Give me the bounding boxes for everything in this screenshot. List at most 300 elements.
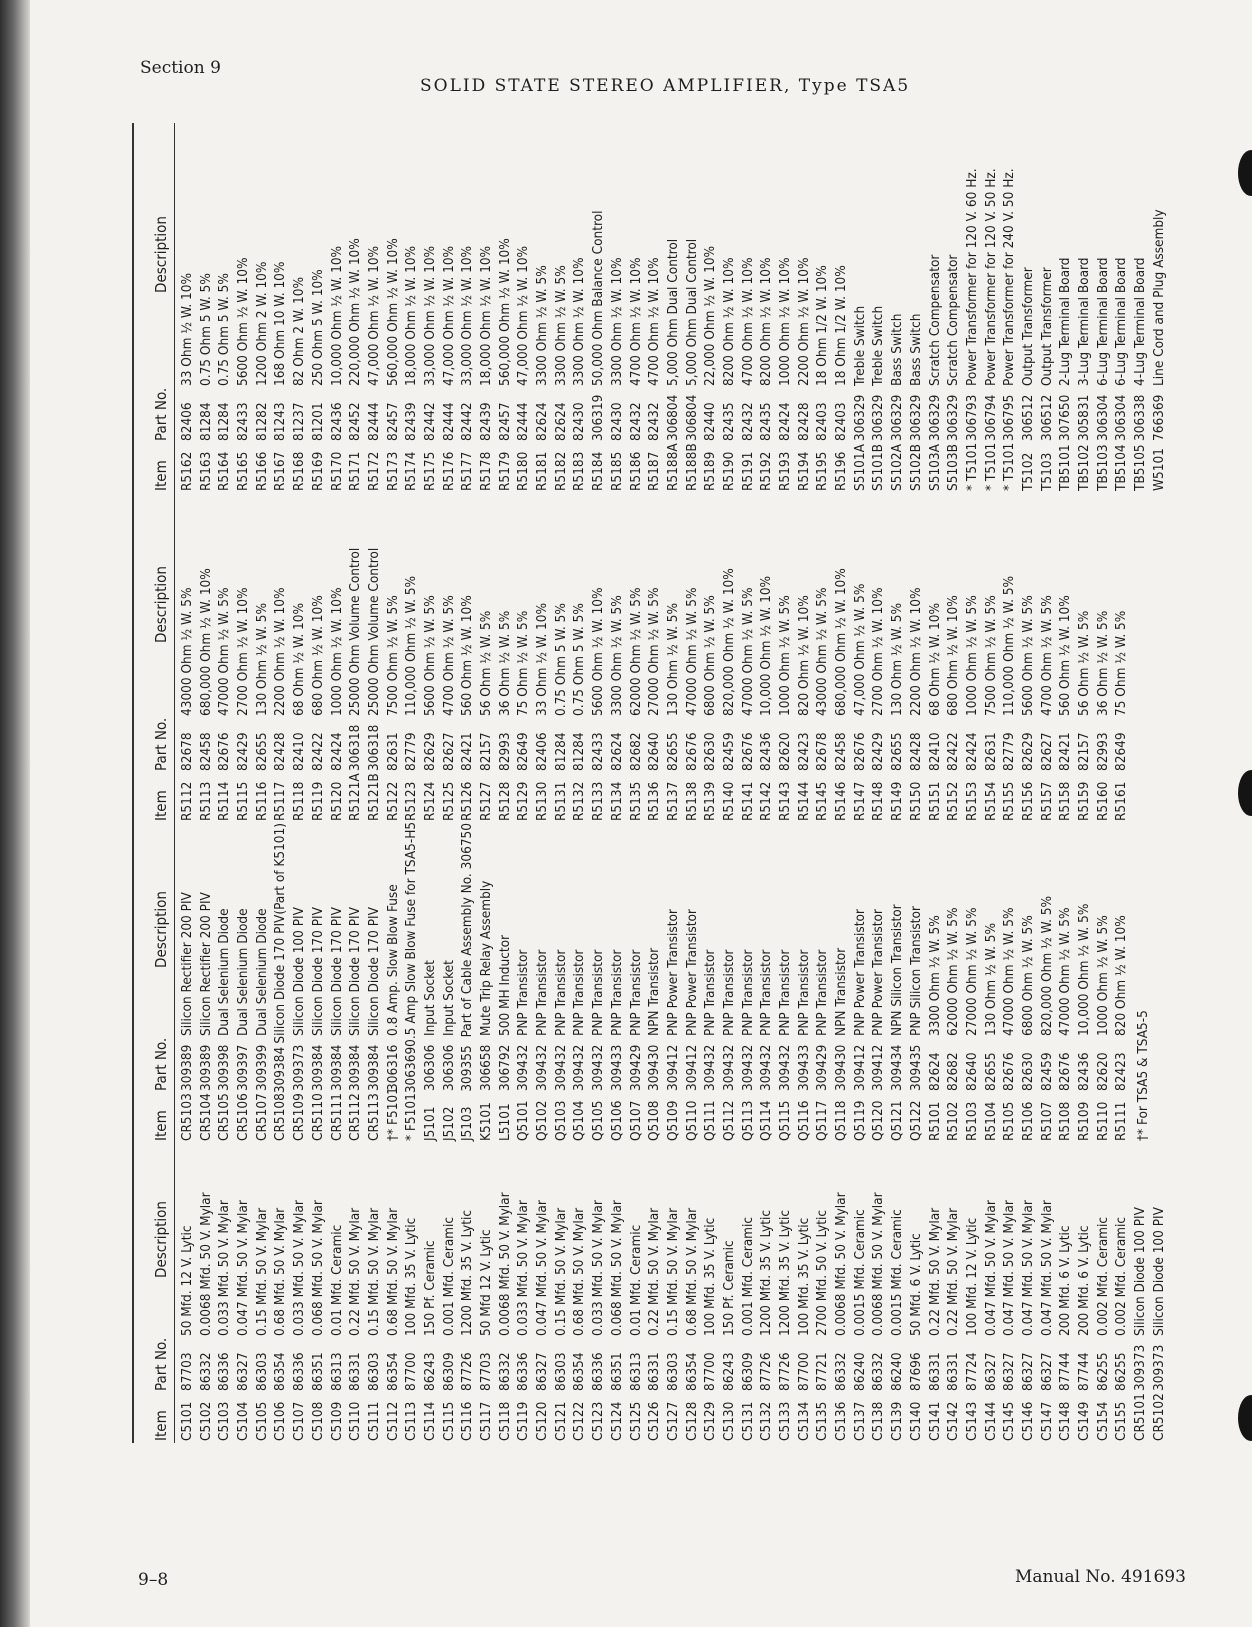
item-cell: R5158 bbox=[1057, 781, 1074, 821]
part-no-cell: 309373 bbox=[1132, 1344, 1149, 1391]
description-cell: 5600 Ohm ½ W. 5% bbox=[1019, 595, 1036, 716]
description-cell: Mute Trip Relay Assembly bbox=[478, 880, 494, 1036]
description-cell: 5600 Ohm ½ W. 5% bbox=[421, 595, 438, 716]
description-cell: 3-Lug Terminal Board bbox=[1076, 257, 1092, 386]
item-cell: R5173 bbox=[384, 451, 401, 491]
table-row bbox=[851, 1143, 870, 1443]
table-row bbox=[813, 823, 832, 1143]
item-cell: C5114 bbox=[421, 1401, 438, 1441]
description-cell: Dual Selenium Diode bbox=[216, 908, 233, 1036]
description-cell: 3300 Ohm ½ W. 5% bbox=[608, 595, 625, 716]
item-cell: R5153 bbox=[963, 781, 980, 821]
description-cell: 10,000 Ohm ½ W. 10% bbox=[328, 245, 345, 386]
table-row bbox=[477, 823, 496, 1143]
part-no-cell: 82157 bbox=[1076, 732, 1092, 771]
punch-hole bbox=[1238, 1395, 1252, 1441]
description-cell: 5600 Ohm ½ W. 10% bbox=[590, 587, 607, 716]
item-cell: Q5108 bbox=[646, 1100, 663, 1141]
item-cell: R5184 bbox=[590, 451, 607, 491]
part-no-header: Part No. bbox=[152, 1037, 170, 1091]
description-cell: PNP Transistor bbox=[739, 949, 756, 1036]
item-cell: Q5106 bbox=[608, 1100, 625, 1141]
part-no-cell: 82423 bbox=[1113, 1052, 1130, 1091]
part-no-cell: 87726 bbox=[758, 1352, 775, 1391]
description-cell: 0.0068 Mfd. 50 V. Mylar bbox=[870, 1192, 887, 1336]
part-no-cell: 82627 bbox=[1038, 732, 1055, 771]
item-cell: CR5106 bbox=[235, 1093, 252, 1141]
document-title: SOLID STATE STEREO AMPLIFIER, Type TSA5 bbox=[420, 76, 911, 96]
table-row bbox=[440, 1143, 459, 1443]
item-cell: K5101 bbox=[478, 1102, 494, 1141]
table-row bbox=[608, 823, 627, 1143]
table-row bbox=[477, 493, 496, 823]
description-cell: PNP Power Transistor bbox=[870, 909, 887, 1036]
description-cell: Silicon Diode 100 PIV bbox=[1132, 1207, 1149, 1336]
description-cell: 0.68 Mfd. 50 V. Mylar bbox=[571, 1207, 588, 1336]
table-row bbox=[402, 823, 421, 1143]
description-cell: 68 Ohm ½ W. 10% bbox=[291, 602, 308, 716]
part-no-cell: 86351 bbox=[309, 1352, 326, 1391]
table-row bbox=[253, 823, 272, 1143]
part-no-cell: 82440 bbox=[702, 402, 719, 441]
part-no-cell: 82640 bbox=[963, 1052, 980, 1091]
item-cell: R5110 bbox=[1094, 1101, 1111, 1141]
description-cell: PNP Transistor bbox=[627, 949, 644, 1036]
part-no-cell: 306804 bbox=[664, 394, 681, 441]
item-cell: Q5114 bbox=[758, 1100, 775, 1141]
part-no-cell: 82620 bbox=[777, 732, 793, 771]
table-row bbox=[290, 123, 309, 493]
item-cell: †* F5101 bbox=[384, 1087, 401, 1141]
description-cell: 0.0068 Mfd. 50 V. Mylar bbox=[197, 1192, 214, 1336]
part-no-cell: 87726 bbox=[459, 1352, 476, 1391]
table-row bbox=[346, 1143, 365, 1443]
table-row bbox=[869, 823, 888, 1143]
item-cell: R5189 bbox=[702, 451, 719, 491]
item-cell: R5175 bbox=[421, 451, 438, 491]
table-row bbox=[589, 123, 608, 493]
description-cell: 7500 Ohm ½ W. 5% bbox=[982, 595, 999, 716]
table-row bbox=[926, 823, 945, 1143]
item-cell: C5141 bbox=[926, 1401, 943, 1441]
table-row bbox=[384, 493, 403, 823]
description-cell: 220,000 Ohm ½ W. 10% bbox=[347, 238, 364, 386]
table-row bbox=[608, 1143, 627, 1443]
description-cell: 0.002 Mfd. Ceramic bbox=[1113, 1216, 1130, 1336]
table-row bbox=[197, 123, 216, 493]
description-cell: 1200 Mfd. 35 V. Lytic bbox=[459, 1209, 476, 1336]
part-no-cell: 306329 bbox=[851, 394, 868, 441]
part-no-cell: 81284 bbox=[552, 732, 569, 771]
part-no-cell: 86331 bbox=[347, 1352, 364, 1391]
table-row bbox=[570, 123, 589, 493]
part-no-cell: 306306 bbox=[421, 1044, 438, 1091]
item-cell: TB5104 bbox=[1113, 444, 1130, 491]
table-row bbox=[309, 1143, 328, 1443]
description-cell: 56 Ohm ½ W. 5% bbox=[1076, 610, 1092, 716]
item-cell: C5120 bbox=[534, 1401, 551, 1441]
table-row bbox=[384, 1143, 403, 1443]
item-cell: Q5110 bbox=[683, 1100, 700, 1141]
table-row bbox=[234, 1143, 253, 1443]
description-cell: 50 Mfd. 12 V. Lytic bbox=[179, 1225, 195, 1336]
description-cell: 5600 Ohm ½ W. 10% bbox=[235, 257, 252, 386]
table-row bbox=[1075, 123, 1094, 493]
table-row bbox=[440, 493, 459, 823]
table-row bbox=[215, 1143, 234, 1443]
part-no-cell: 82424 bbox=[328, 732, 345, 771]
part-no-cell: 305831 bbox=[1076, 394, 1092, 441]
description-header: Description bbox=[152, 1201, 170, 1278]
part-no-cell: 309433 bbox=[795, 1044, 812, 1091]
part-no-cell: 86354 bbox=[384, 1352, 401, 1391]
part-no-cell: 309389 bbox=[197, 1044, 214, 1091]
table-row bbox=[739, 823, 758, 1143]
table-row bbox=[346, 823, 365, 1143]
part-no-cell: 86243 bbox=[720, 1352, 737, 1391]
description-cell: 150 Pf. Ceramic bbox=[720, 1240, 737, 1336]
table-row bbox=[458, 823, 477, 1143]
description-cell: 47000 Ohm ½ W. 5% bbox=[216, 587, 233, 716]
table-row bbox=[290, 493, 309, 823]
table-row bbox=[328, 1143, 347, 1443]
description-cell: 62000 Ohm ½ W. 5% bbox=[627, 587, 644, 716]
item-cell: C5124 bbox=[608, 1401, 625, 1441]
part-no-cell: 81243 bbox=[272, 402, 289, 441]
item-cell: R5169 bbox=[309, 451, 326, 491]
description-cell: 250 Ohm 5 W. 10% bbox=[309, 269, 326, 386]
item-cell: R5113 bbox=[197, 781, 214, 821]
parts-block-2 bbox=[132, 823, 1167, 1143]
table-row bbox=[683, 493, 702, 823]
description-cell: 130 Ohm ½ W. 5% bbox=[889, 602, 906, 716]
description-cell: 3300 Ohm ½ W. 5% bbox=[926, 915, 943, 1036]
table-row bbox=[589, 823, 608, 1143]
table-row bbox=[589, 1143, 608, 1443]
item-cell: C5139 bbox=[889, 1401, 906, 1441]
part-no-cell: 82678 bbox=[814, 732, 831, 771]
item-cell: R5172 bbox=[365, 451, 382, 491]
table-row bbox=[365, 1143, 384, 1443]
description-cell: 43000 Ohm ½ W. 5% bbox=[814, 587, 831, 716]
part-no-cell: 86240 bbox=[851, 1352, 868, 1391]
item-cell: Q5118 bbox=[833, 1100, 850, 1141]
part-no-cell: 87726 bbox=[777, 1352, 793, 1391]
item-cell: C5154 bbox=[1094, 1401, 1111, 1441]
part-no-cell: 309429 bbox=[627, 1044, 644, 1091]
table-row bbox=[514, 493, 533, 823]
table-row bbox=[776, 493, 795, 823]
part-no-cell: 306319 bbox=[590, 394, 607, 441]
item-cell: Q5115 bbox=[777, 1100, 793, 1141]
description-header: Description bbox=[152, 891, 170, 968]
table-row bbox=[982, 493, 1001, 823]
description-cell: 680 Ohm ½ W. 10% bbox=[945, 595, 962, 716]
part-no-cell: 82459 bbox=[1038, 1052, 1055, 1091]
table-row bbox=[365, 123, 384, 493]
description-cell: PNP Transistor bbox=[515, 949, 532, 1036]
part-no-cell: 82424 bbox=[777, 402, 793, 441]
table-row bbox=[1019, 493, 1038, 823]
item-cell: C5147 bbox=[1038, 1401, 1055, 1441]
description-cell: 1200 Ohm 2 W. 10% bbox=[253, 261, 270, 386]
description-cell: 680,000 Ohm ½ W. 10% bbox=[197, 568, 214, 716]
item-cell: C5122 bbox=[571, 1401, 588, 1441]
description-cell: 820,000 Ohm ½ W. 10% bbox=[720, 568, 737, 716]
item-cell: CR5112 bbox=[347, 1093, 364, 1141]
description-cell: 100 Mfd. 12 V. Lytic bbox=[963, 1217, 980, 1336]
part-no-cell: 82655 bbox=[664, 732, 681, 771]
table-row bbox=[552, 493, 571, 823]
item-cell: R5116 bbox=[253, 781, 270, 821]
description-header: Description bbox=[152, 566, 170, 643]
item-cell: R5193 bbox=[777, 451, 793, 491]
description-cell: Treble Switch bbox=[851, 305, 868, 386]
table-row bbox=[645, 823, 664, 1143]
item-cell: CR5101 bbox=[1132, 1393, 1149, 1441]
table-row bbox=[1094, 1143, 1113, 1443]
table-row bbox=[944, 823, 963, 1143]
part-no-header: Part No. bbox=[152, 387, 170, 441]
description-cell: 5,000 Ohm Dual Control bbox=[683, 238, 700, 386]
item-cell: R5161 bbox=[1113, 781, 1130, 821]
table-row bbox=[1038, 1143, 1057, 1443]
description-cell: 6-Lug Terminal Board bbox=[1094, 257, 1111, 386]
table-row bbox=[926, 123, 945, 493]
table-row bbox=[1075, 493, 1094, 823]
table-row bbox=[720, 1143, 739, 1443]
item-cell: Q5113 bbox=[739, 1100, 756, 1141]
description-cell: 0.0015 Mfd. Ceramic bbox=[889, 1209, 906, 1336]
table-row bbox=[1094, 823, 1113, 1143]
table-row bbox=[627, 1143, 646, 1443]
part-no-cell: 86309 bbox=[739, 1352, 756, 1391]
part-no-cell: 309432 bbox=[720, 1044, 737, 1091]
item-cell: CR5107 bbox=[253, 1093, 270, 1141]
table-row bbox=[496, 493, 515, 823]
description-cell: 1000 Ohm ½ W. 10% bbox=[777, 257, 793, 386]
table-row bbox=[328, 123, 347, 493]
part-no-cell: 82676 bbox=[851, 732, 868, 771]
table-row bbox=[533, 1143, 552, 1443]
description-cell: 47,000 Ohm ½ W. 10% bbox=[440, 245, 457, 386]
item-cell: C5142 bbox=[945, 1401, 962, 1441]
item-cell: Q5122 bbox=[907, 1100, 924, 1141]
part-no-cell: 86332 bbox=[197, 1352, 214, 1391]
item-cell: R5108 bbox=[1057, 1101, 1074, 1141]
part-no-cell: 86327 bbox=[982, 1352, 999, 1391]
part-no-cell: 82406 bbox=[534, 732, 551, 771]
description-cell: Scratch Compensator bbox=[945, 254, 962, 386]
item-cell: R5160 bbox=[1094, 781, 1111, 821]
item-cell: R5170 bbox=[328, 451, 345, 491]
item-cell: C5129 bbox=[702, 1401, 719, 1441]
item-cell: C5117 bbox=[478, 1401, 494, 1441]
item-cell: C5145 bbox=[1001, 1401, 1018, 1441]
description-cell: 6800 Ohm ½ W. 5% bbox=[702, 595, 719, 716]
description-cell: 0.002 Mfd. Ceramic bbox=[1094, 1216, 1111, 1336]
table-row bbox=[907, 823, 926, 1143]
item-cell: R5111 bbox=[1113, 1101, 1130, 1141]
part-no-cell: 309355 bbox=[459, 1045, 476, 1092]
table-row bbox=[926, 1143, 945, 1443]
table-row bbox=[309, 493, 328, 823]
table-row bbox=[627, 823, 646, 1143]
item-cell: R5142 bbox=[758, 781, 775, 821]
description-cell: 10,000 Ohm ½ W. 5% bbox=[1076, 903, 1092, 1036]
description-cell: 200 Mfd. 6 V. Lytic bbox=[1057, 1225, 1074, 1336]
description-cell: 0.0015 Mfd. Ceramic bbox=[851, 1209, 868, 1336]
description-cell: 56 Ohm ½ W. 5% bbox=[478, 610, 494, 716]
part-no-cell: 306329 bbox=[945, 394, 962, 441]
item-cell: R5156 bbox=[1019, 781, 1036, 821]
part-no-cell: 86243 bbox=[421, 1352, 438, 1391]
item-cell: Q5109 bbox=[664, 1100, 681, 1141]
part-no-cell: 82655 bbox=[889, 732, 906, 771]
table-row bbox=[776, 823, 795, 1143]
item-cell: CR5105 bbox=[216, 1093, 233, 1141]
item-cell: R5183 bbox=[571, 451, 588, 491]
description-cell: 75 Ohm ½ W. 5% bbox=[515, 610, 532, 716]
part-no-cell: 82624 bbox=[552, 402, 569, 441]
table-row bbox=[645, 1143, 664, 1443]
part-no-cell: 86331 bbox=[646, 1352, 663, 1391]
item-cell: C5106 bbox=[272, 1401, 289, 1441]
table-row bbox=[271, 1143, 290, 1443]
part-no-cell: 306794 bbox=[982, 394, 999, 441]
table-row bbox=[869, 123, 888, 493]
description-cell: 2-Lug Terminal Board bbox=[1057, 257, 1074, 386]
part-no-header: Part No. bbox=[152, 717, 170, 771]
description-cell: 560 Ohm ½ W. 10% bbox=[1057, 595, 1074, 716]
table-row bbox=[365, 823, 384, 1143]
description-cell: 0.22 Mfd. 50 V. Mylar bbox=[646, 1207, 663, 1336]
item-cell: R5188A bbox=[664, 443, 681, 491]
description-cell: 75 Ohm ½ W. 5% bbox=[1113, 610, 1130, 716]
item-cell: R5149 bbox=[889, 781, 906, 821]
item-cell: Q5102 bbox=[534, 1100, 551, 1141]
item-cell: C5107 bbox=[291, 1401, 308, 1441]
item-cell: C5149 bbox=[1076, 1401, 1092, 1441]
part-no-cell: 87700 bbox=[795, 1352, 812, 1391]
table-row bbox=[496, 1143, 515, 1443]
table-row bbox=[197, 1143, 216, 1443]
part-no-cell: 82439 bbox=[403, 402, 420, 441]
description-cell: 680 Ohm ½ W. 10% bbox=[309, 595, 326, 716]
part-no-cell: 309384 bbox=[272, 1046, 289, 1094]
part-no-cell: 306316 bbox=[384, 1044, 401, 1091]
table-row bbox=[832, 493, 851, 823]
part-no-cell: 82630 bbox=[702, 732, 719, 771]
description-cell: Treble Switch bbox=[870, 305, 887, 386]
table-row bbox=[832, 823, 851, 1143]
part-no-cell: 86354 bbox=[272, 1352, 289, 1391]
item-cell: R5130 bbox=[534, 781, 551, 821]
item-cell: R5125 bbox=[440, 781, 457, 821]
part-no-cell: 82410 bbox=[926, 732, 943, 771]
part-no-cell: 87721 bbox=[814, 1352, 831, 1391]
description-cell: 0.068 Mfd. 50 V. Mylar bbox=[608, 1200, 625, 1336]
part-no-cell: 82620 bbox=[1094, 1052, 1111, 1091]
item-cell: L5101 bbox=[496, 1103, 513, 1141]
description-cell: NPN Transistor bbox=[646, 947, 663, 1036]
table-row bbox=[757, 823, 776, 1143]
item-cell: R5146 bbox=[833, 781, 850, 821]
table-row bbox=[739, 123, 758, 493]
part-no-cell: 87744 bbox=[1076, 1352, 1092, 1391]
description-cell: 4700 Ohm ½ W. 5% bbox=[440, 595, 457, 716]
description-cell: 18,000 Ohm ½ W. 10% bbox=[478, 245, 494, 386]
table-row bbox=[178, 123, 197, 493]
item-cell: R5180 bbox=[515, 451, 532, 491]
description-cell: 68 Ohm ½ W. 10% bbox=[926, 602, 943, 716]
description-cell: Silicon Diode 100 PIV bbox=[291, 907, 308, 1036]
table-row bbox=[1131, 123, 1150, 493]
description-cell: 1000 Ohm ½ W. 5% bbox=[1094, 915, 1111, 1036]
part-no-cell: 306329 bbox=[870, 394, 887, 441]
table-row bbox=[1094, 123, 1113, 493]
description-cell: 47000 Ohm ½ W. 5% bbox=[683, 587, 700, 716]
table-row bbox=[1000, 493, 1019, 823]
column-header-row bbox=[134, 1143, 175, 1443]
part-no-cell: 81284 bbox=[571, 732, 588, 771]
description-cell: 100 Mfd. 35 V. Lytic bbox=[702, 1217, 719, 1336]
description-cell: 0.047 Mfd. 50 V. Mylar bbox=[235, 1200, 252, 1336]
part-no-cell: 309432 bbox=[571, 1044, 588, 1091]
footnote: †* For TSA5 & TSA5-5 bbox=[1135, 1010, 1152, 1141]
part-no-cell: 86354 bbox=[571, 1352, 588, 1391]
part-no-cell: 86354 bbox=[683, 1352, 700, 1391]
table-row bbox=[1056, 493, 1075, 823]
part-no-cell: 82435 bbox=[758, 402, 775, 441]
part-no-cell: 309384 bbox=[328, 1044, 345, 1091]
part-no-cell: 86255 bbox=[1094, 1352, 1111, 1391]
part-no-cell: 81201 bbox=[309, 402, 326, 441]
description-cell: 33 Ohm ½ W. 10% bbox=[179, 272, 195, 386]
table-row bbox=[1094, 493, 1113, 823]
part-no-cell: 86240 bbox=[889, 1352, 906, 1391]
description-cell: PNP Power Transistor bbox=[683, 909, 700, 1036]
part-no-cell: 82403 bbox=[814, 402, 831, 441]
description-cell: Dual Selenium Diode bbox=[253, 908, 270, 1036]
column-header-row bbox=[134, 823, 175, 1143]
table-row bbox=[533, 823, 552, 1143]
table-row bbox=[907, 493, 926, 823]
table-row bbox=[795, 123, 814, 493]
part-no-cell: 86336 bbox=[291, 1352, 308, 1391]
description-cell: 130 Ohm ½ W. 5% bbox=[664, 602, 681, 716]
description-cell: 100 Mfd. 35 V. Lytic bbox=[403, 1217, 420, 1336]
item-cell: R5107 bbox=[1038, 1101, 1055, 1141]
table-row bbox=[869, 1143, 888, 1443]
table-row bbox=[776, 123, 795, 493]
item-cell: Q5119 bbox=[851, 1100, 868, 1141]
part-no-cell: 86327 bbox=[1019, 1352, 1036, 1391]
description-cell: 8200 Ohm ½ W. 10% bbox=[758, 257, 775, 386]
table-row bbox=[402, 1143, 421, 1443]
item-cell: S5101A bbox=[851, 444, 868, 491]
part-no-cell: 82458 bbox=[833, 732, 850, 771]
item-cell: C5136 bbox=[833, 1401, 850, 1441]
item-cell: R5167 bbox=[272, 451, 289, 491]
part-no-cell: 82436 bbox=[758, 732, 775, 771]
item-cell: C5126 bbox=[646, 1401, 663, 1441]
part-no-cell: 82676 bbox=[683, 732, 700, 771]
description-cell: 0.15 Mfd. 50 V. Mylar bbox=[253, 1207, 270, 1336]
description-cell: 3300 Ohm ½ W. 10% bbox=[608, 257, 625, 386]
part-no-cell: 82424 bbox=[963, 732, 980, 771]
part-no-cell: 82429 bbox=[235, 732, 252, 771]
